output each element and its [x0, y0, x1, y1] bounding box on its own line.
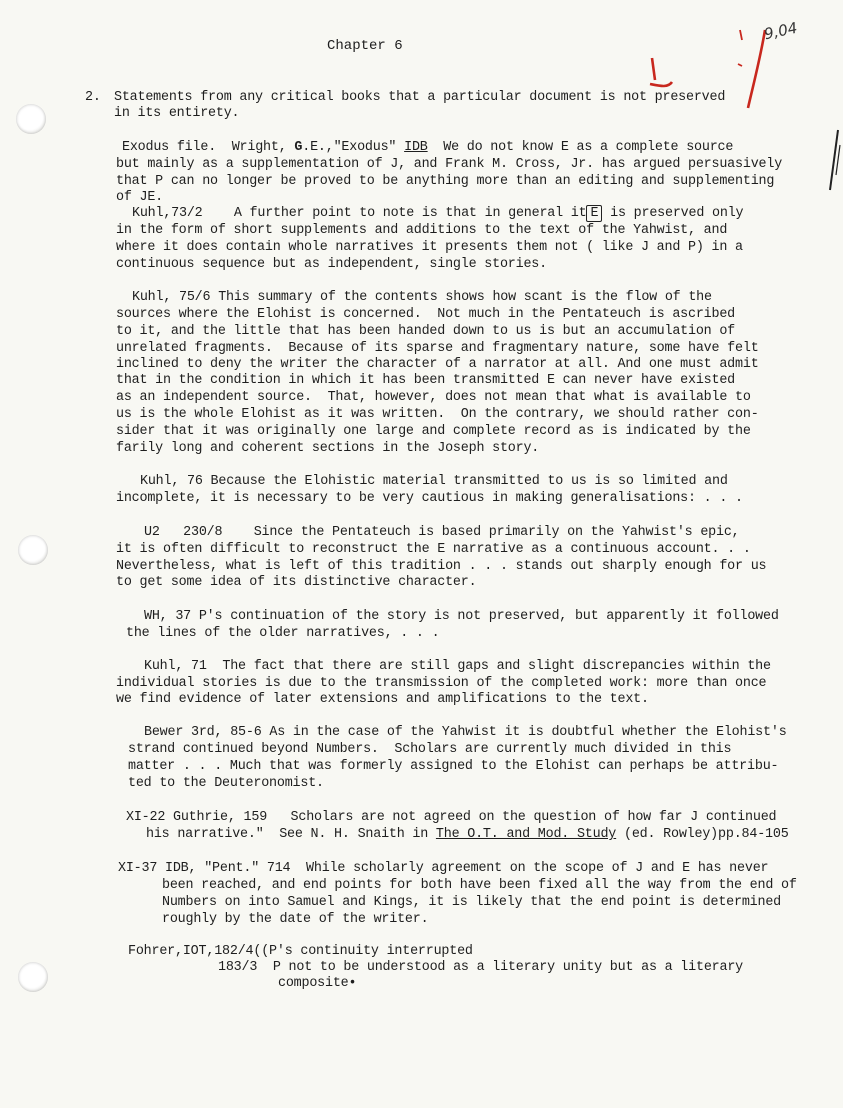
guthrie-book-title: The O.T. and Mod. Study [435, 827, 617, 842]
idb-line-4: roughly by the date of the writer. [162, 912, 429, 927]
bewer-line-4: ted to the Deuteronomist. [128, 776, 324, 791]
bewer-line-2: strand continued beyond Numbers. Scholars are currently much divided in this [128, 742, 732, 757]
binder-hole-middle [18, 535, 48, 565]
red-check-mark [650, 58, 672, 86]
section-line-2: in its entirety. [114, 106, 240, 121]
chapter-title: Chapter 6 [327, 38, 403, 54]
margin-line [830, 130, 838, 190]
kuhl73-line-4: continuous sequence but as independent, single stories. [116, 257, 547, 272]
kuhl71-line-2: individual stories is due to the transmission of the completed work: more than once [116, 676, 767, 691]
red-slash-mark [748, 30, 765, 108]
pencil-note: 9,04 [762, 18, 799, 44]
kuhl73-line-1 [132, 206, 743, 222]
wh37-line-1: WH, 37 P's continuation of the story is not preserved, but apparently it followed [144, 609, 779, 624]
idb-line-1: XI-37 IDB, "Pent." 714 While scholarly agreement on the scope of J and E has never [118, 861, 769, 876]
section-line-1: Statements from any critical books that a particular document is not preserved [114, 90, 726, 105]
kuhl75-line-1: Kuhl, 75/6 This summary of the contents shows how scant is the flow of the [132, 290, 712, 305]
exodus-source-b: .E.,"Exodus" [302, 140, 405, 155]
idb-line-2: been reached, and end points for both have been fixed all the way from the end of [162, 878, 797, 893]
fohrer-line-2: 183/3 P not to be understood as a literary unity but as a literary [218, 960, 743, 975]
kuhl75-line-7: as an independent source. That, however, does not mean that what is available to [116, 390, 751, 405]
kuhl75-line-8: us is the whole Elohist as it was written. On the contrary, we should rather con- [116, 407, 759, 422]
kuhl71-line-1: Kuhl, 71 The fact that there are still gaps and slight discrepancies within the [144, 659, 771, 674]
u2-line-4: to get some idea of its distinctive character. [116, 575, 477, 590]
kuhl73-text-b: is preserved only [602, 206, 744, 221]
exodus-line-3: that P can no longer be proved to be anything more than an editing and supplementing [116, 174, 775, 189]
kuhl76-line-2: incomplete, it is necessary to be very cautious in making generalisations: . . . [116, 491, 743, 506]
exodus-source-c: We do not know E as a complete source [427, 140, 734, 155]
wh37-line-2: the lines of the older narratives, . . . [126, 626, 440, 641]
exodus-source-g: G [294, 140, 303, 155]
u2-line-2: it is often difficult to reconstruct the E narrative as a continuous account. . . [116, 542, 751, 557]
binder-hole-bottom [18, 962, 48, 992]
kuhl73-text-a: Kuhl,73/2 A further point to note is that in general it [132, 206, 587, 221]
guthrie-line-2 [146, 827, 789, 843]
kuhl73-line-2: in the form of short supplements and additions to the text of the Yahwist, and [116, 223, 728, 238]
kuhl75-line-2: sources where the Elohist is concerned. Not much in the Pentateuch is ascribed [116, 307, 736, 322]
fohrer-line-3: composite• [278, 976, 357, 991]
kuhl73-boxed-e: E [586, 205, 602, 222]
exodus-line-1 [122, 140, 733, 156]
guthrie-tail: (ed. Rowley)pp.84-105 [616, 827, 789, 842]
exodus-line-4: of JE. [116, 190, 164, 205]
kuhl75-line-4: unrelated fragments. Because of its sparse and fragmentary nature, some have felt [116, 341, 759, 356]
red-tick-marks [738, 30, 742, 66]
section-number: 2. [85, 90, 101, 105]
bewer-line-1: Bewer 3rd, 85-6 As in the case of the Yahwist it is doubtful whether the Elohist's [144, 725, 787, 740]
margin-line-2 [836, 145, 840, 175]
bewer-line-3: matter . . . Much that was formerly assigned to the Elohist can perhaps be attribu- [128, 759, 779, 774]
fohrer-line-1: Fohrer,IOT,182/4((P's continuity interrupted [128, 944, 473, 959]
kuhl75-line-9: sider that it was originally one large and complete record as is indicated by the [116, 424, 751, 439]
kuhl75-line-6: that in the condition in which it has been transmitted E can never have existed [116, 373, 736, 388]
kuhl73-line-3: where it does contain whole narratives it presents them not ( like J and P) in a [116, 240, 743, 255]
exodus-source-idb: IDB [404, 140, 428, 155]
guthrie-text: his narrative." See N. H. Snaith in [146, 827, 436, 842]
kuhl71-line-3: we find evidence of later extensions and amplifications to the text. [116, 692, 649, 707]
u2-line-1: U2 230/8 Since the Pentateuch is based primarily on the Yahwist's epic, [144, 525, 740, 540]
kuhl75-line-3: to it, and the little that has been handed down to us is but an accumulation of [116, 324, 736, 339]
kuhl76-line-1: Kuhl, 76 Because the Elohistic material transmitted to us is so limited and [140, 474, 728, 489]
u2-line-3: Nevertheless, what is left of this tradition . . . stands out sharply enough for us [116, 559, 767, 574]
kuhl75-line-10: farily long and coherent sections in the Joseph story. [116, 441, 540, 456]
idb-line-3: Numbers on into Samuel and Kings, it is likely that the end point is determined [162, 895, 782, 910]
kuhl75-line-5: inclined to deny the writer the character of a narrator at all. And one must admit [116, 357, 759, 372]
exodus-line-2: but mainly as a supplementation of J, and Frank M. Cross, Jr. has argued persuasively [116, 157, 783, 172]
guthrie-line-1: XI-22 Guthrie, 159 Scholars are not agreed on the question of how far J continued [126, 810, 777, 825]
exodus-source-a: Exodus file. Wright, [122, 140, 295, 155]
